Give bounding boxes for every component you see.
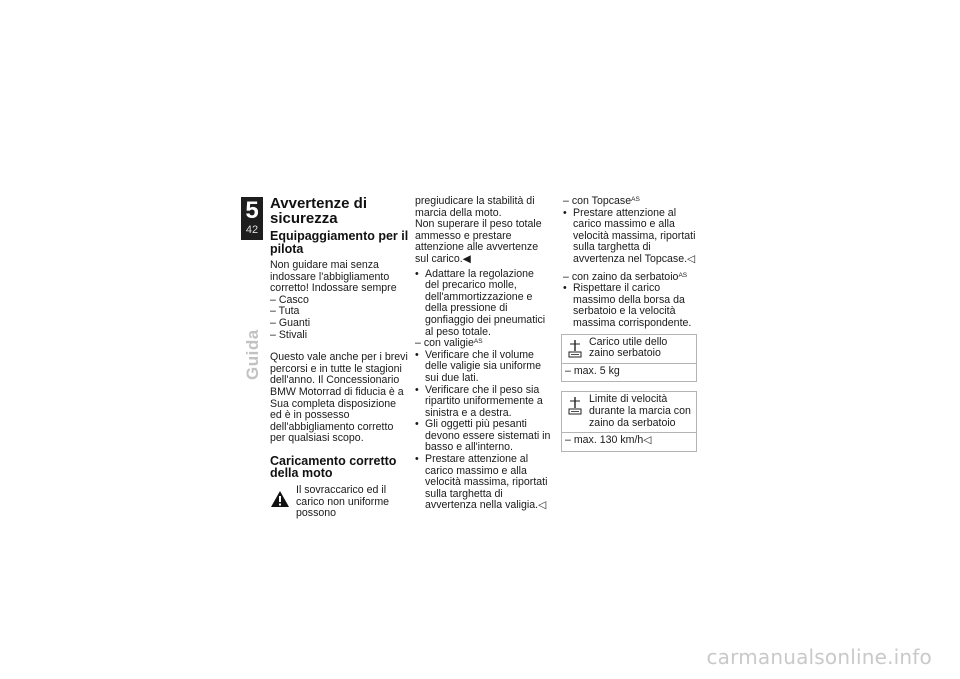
bullet-item: • Prestare attenzione al carico massimo e alla velocità massima, riportati sulla targhetta di avvertenza nel Topcase.◁ — [563, 206, 696, 265]
bullet-item: • Rispettare il carico massimo della borsa da serbatoio e la velocità massima corrispondente. — [563, 282, 692, 329]
spec-box-speed — [561, 391, 697, 451]
spec-value: – max. 130 km/h◁ — [562, 432, 696, 451]
section-title: Avvertenze di sicurezza — [270, 195, 367, 227]
paragraph: Non superare il peso totale ammesso e prestare attenzione alle avvertenze sul carico.◀ — [415, 218, 542, 265]
chapter-number: 5 — [245, 197, 259, 224]
bullet-item: • Gli oggetti più pesanti devono essere sistemati in basso e all'interno. — [415, 418, 551, 454]
spec-value: – max. 5 kg — [562, 363, 696, 382]
list-item: – Guanti — [270, 316, 311, 329]
column-3 — [563, 196, 699, 452]
bullet-item: • Prestare attenzione al carico massimo e alla velocità massima, riportati sulla targhetta di avvertenza nella valigia.◁ — [415, 453, 548, 512]
column-1 — [270, 196, 410, 520]
watermark: carmanualsonline.info — [706, 645, 932, 669]
page-number: 42 — [245, 224, 259, 236]
spec-icon — [565, 338, 585, 360]
spec-box-payload — [561, 334, 697, 383]
chapter-marker — [241, 197, 263, 240]
chapter-side-label: Guida — [243, 329, 262, 380]
list-item: – Casco — [270, 293, 309, 306]
warning-icon — [270, 490, 290, 508]
paragraph: pregiudicare la stabilità di marcia della moto. — [415, 195, 535, 219]
paragraph: Non guidare mai senza indossare l'abbigliamento corretto! Indossare sempre — [270, 259, 397, 295]
bullet-item: • Verificare che il peso sia ripartito uniformemente a sinistra e a destra. — [415, 383, 543, 419]
bullet-item: • Verificare che il volume delle valigie sia uniforme sui due lati. — [415, 348, 542, 384]
column-2 — [415, 196, 551, 512]
spec-title: Limite di velocità durante la marcia con zaino da serbatoio — [589, 393, 691, 429]
list-item: – Tuta — [270, 305, 300, 318]
subsection-title-loading: Caricamento corretto della moto — [270, 453, 397, 481]
list-item: – Stivali — [270, 328, 308, 341]
warning-text: Il sovraccarico ed il carico non uniforme possono — [296, 483, 390, 520]
spec-icon — [565, 395, 585, 417]
warning-note — [270, 485, 410, 520]
spec-title: Carico utile dello zaino serbatoio — [589, 335, 668, 360]
paragraph: Questo vale anche per i brevi percorsi e in tutte le stagioni dell'anno. Il Concessionario BMW Motorrad di fiducia è a Sua completa disposizione ed è in possesso dell'abbigliamento corretto per qualsiasi scopo. — [270, 351, 408, 445]
list-item: – con Topcase$^{AS}$ — [563, 195, 640, 207]
bullet-item: • Adattare la regolazione del precarico molle, dell'ammortizzazione e della pressione di gonfiaggio dei pneumatici al peso totale. — [415, 267, 546, 338]
list-item: – con zaino da serbatoio$^{AS}$ — [563, 270, 688, 283]
subsection-title-equipment: Equipaggiamento per il pilota — [270, 229, 409, 256]
list-item: – con valigie$^{AS}$ — [415, 337, 483, 350]
